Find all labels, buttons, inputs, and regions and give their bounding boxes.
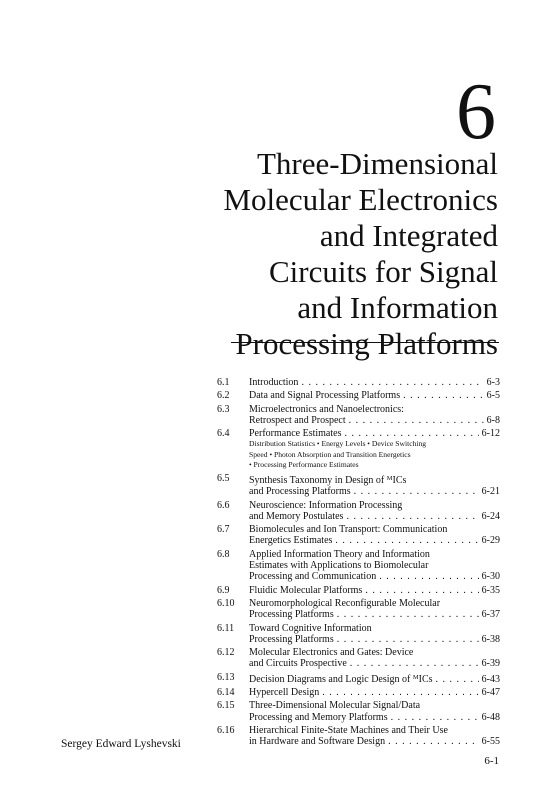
toc-title: Fluidic Molecular Platforms <box>249 584 363 596</box>
chapter-number: 6 <box>456 68 496 156</box>
toc-section-number: 6.14 <box>217 687 235 699</box>
chapter-title-line: Circuits for Signal <box>268 254 498 289</box>
chapter-title-line: and Integrated <box>319 218 498 253</box>
chapter-title <box>138 146 498 362</box>
toc-title: Three-Dimensional Molecular Signal/Data <box>249 700 421 712</box>
toc-entry[interactable] <box>217 377 500 388</box>
toc-entry[interactable] <box>217 549 500 583</box>
chapter-title-line: Three-Dimensional <box>256 146 498 181</box>
toc-title: Toward Cognitive Information <box>249 622 372 634</box>
toc-title: Estimates with Applications to Biomolecular <box>249 560 429 572</box>
toc-section-number: 6.3 <box>217 403 230 415</box>
toc-entry[interactable] <box>217 672 500 685</box>
toc-entry[interactable] <box>217 687 500 698</box>
toc-entry[interactable] <box>217 390 500 401</box>
chapter-title-line: Processing Platforms <box>235 326 498 361</box>
toc-entry[interactable] <box>217 623 500 646</box>
table-of-contents <box>217 377 500 750</box>
toc-title: Retrospect and Prospect <box>249 414 346 426</box>
toc-section-number: 6.13 <box>217 671 235 683</box>
toc-entry[interactable] <box>217 647 500 670</box>
toc-section-number: 6.8 <box>217 548 230 560</box>
toc-page-number: 6-38 <box>481 633 500 645</box>
dot-leader <box>337 609 479 620</box>
chapter-title-line: and Information <box>297 290 498 325</box>
toc-section-number: 6.11 <box>217 622 235 634</box>
dot-leader <box>365 585 478 596</box>
toc-title: Decision Diagrams and Logic Design of $^M$ICs <box>249 673 433 685</box>
toc-entry[interactable] <box>217 473 500 498</box>
toc-section-number: 6.2 <box>217 390 230 402</box>
toc-entry[interactable] <box>217 725 500 748</box>
toc-title: Introduction <box>249 377 299 388</box>
toc-title: Processing Platforms <box>249 633 334 645</box>
toc-entry[interactable] <box>217 700 500 723</box>
toc-subtopics: Speed • Photon Absorption and Transition Energetics <box>249 449 411 459</box>
toc-section-number: 6.6 <box>217 499 230 511</box>
toc-section-number: 6.9 <box>217 584 230 596</box>
toc-section-number: 6.4 <box>217 428 230 440</box>
toc-title: Neuroscience: Information Processing <box>249 499 403 511</box>
toc-page-number: 6-5 <box>486 390 500 402</box>
toc-subtopics: Distribution Statistics • Energy Levels • Device Switching <box>249 439 427 449</box>
toc-section-number: 6.15 <box>217 700 235 712</box>
toc-page-number: 6-29 <box>481 535 500 547</box>
toc-title: Synthesis Taxonomy in Design of $^M$ICs <box>249 474 407 486</box>
toc-title: Hypercell Design <box>249 687 320 699</box>
toc-title: Energetics Estimates <box>249 535 333 547</box>
dot-leader <box>344 428 478 439</box>
toc-title: Neuromorphological Reconfigurable Molecular <box>249 597 441 609</box>
toc-subtopics: • Processing Performance Estimates <box>249 460 359 470</box>
toc-page-number: 6-12 <box>481 428 500 440</box>
dot-leader <box>349 415 484 426</box>
toc-title: Biomolecules and Ion Transport: Communication <box>249 524 448 536</box>
toc-title: in Hardware and Software Design <box>249 736 386 748</box>
dot-leader <box>346 511 478 522</box>
toc-title: and Processing Platforms <box>249 486 351 498</box>
toc-page-number: 6-48 <box>481 711 500 723</box>
toc-title: Processing Platforms <box>249 609 334 621</box>
toc-entry[interactable] <box>217 524 500 547</box>
toc-title: Microelectronics and Nanoelectronics: <box>249 403 404 415</box>
toc-title: Molecular Electronics and Gates: Device <box>249 647 414 659</box>
dot-leader <box>354 486 479 497</box>
dot-leader <box>337 634 479 645</box>
toc-entry[interactable] <box>217 598 500 621</box>
toc-title: and Circuits Prospective <box>249 658 347 670</box>
toc-page-number: 6-24 <box>481 510 500 522</box>
title-divider <box>231 342 499 343</box>
dot-leader <box>391 712 479 723</box>
toc-title: and Memory Postulates <box>249 510 344 522</box>
dot-leader <box>301 377 483 388</box>
dot-leader <box>436 674 479 685</box>
dot-leader <box>350 658 479 669</box>
dot-leader <box>388 736 479 747</box>
toc-page-number: 6-21 <box>481 486 500 498</box>
toc-page-number: 6-35 <box>481 584 500 596</box>
toc-title: Hierarchical Finite-State Machines and Their Use <box>249 724 448 736</box>
toc-section-number: 6.10 <box>217 597 235 609</box>
toc-page-number: 6-8 <box>486 414 500 426</box>
toc-entry[interactable] <box>217 428 500 471</box>
dot-leader <box>403 390 484 401</box>
toc-title: Processing and Communication <box>249 571 377 583</box>
dot-leader <box>379 571 478 582</box>
toc-title: Processing and Memory Platforms <box>249 711 388 723</box>
toc-page-number: 6-37 <box>481 609 500 621</box>
toc-page-number: 6-47 <box>481 687 500 699</box>
toc-title: Applied Information Theory and Information <box>249 548 430 560</box>
dot-leader <box>335 535 478 546</box>
toc-section-number: 6.12 <box>217 647 235 659</box>
toc-entry[interactable] <box>217 404 500 427</box>
toc-page-number: 6-55 <box>481 736 500 748</box>
toc-entry[interactable] <box>217 585 500 596</box>
author-name: Sergey Edward Lyshevski <box>61 738 181 750</box>
toc-title: Performance Estimates <box>249 428 342 440</box>
dot-leader <box>322 687 478 698</box>
toc-page-number: 6-43 <box>481 673 500 685</box>
toc-page-number: 6-3 <box>486 377 500 388</box>
toc-section-number: 6.7 <box>217 524 230 536</box>
toc-page-number: 6-39 <box>481 658 500 670</box>
toc-page-number: 6-30 <box>481 571 500 583</box>
chapter-title-line: Molecular Electronics <box>223 182 498 217</box>
toc-title: Data and Signal Processing Platforms <box>249 390 401 402</box>
toc-entry[interactable] <box>217 500 500 523</box>
page-number: 6-1 <box>484 755 499 767</box>
toc-section-number: 6.16 <box>217 724 235 736</box>
toc-section-number: 6.1 <box>217 377 230 388</box>
toc-section-number: 6.5 <box>217 472 230 484</box>
